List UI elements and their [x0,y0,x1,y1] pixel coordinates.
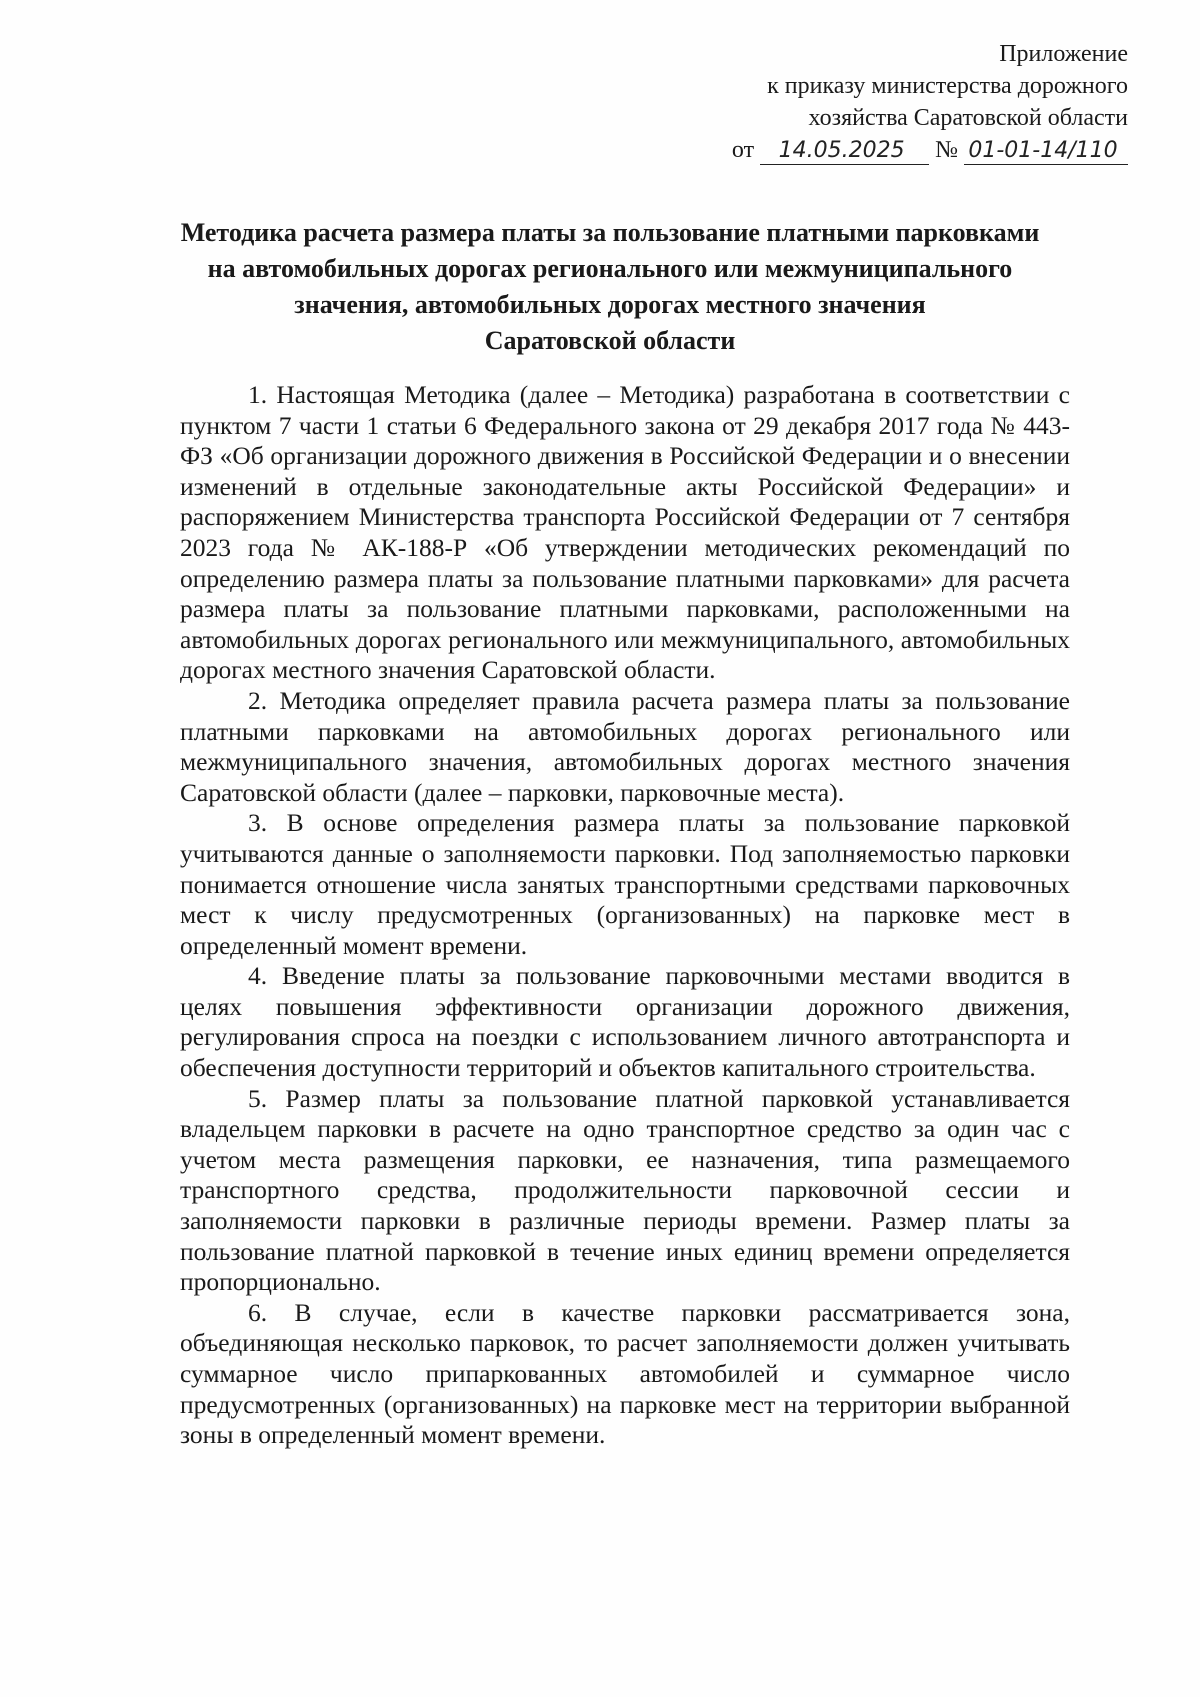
from-label: от [731,137,755,163]
order-reference: к приказу министерства дорожного [767,73,1128,99]
title-line-3: значения, автомобильных дорогах местного значения [294,290,926,319]
title-line-1: Методика расчета размера платы за пользование платными парковками [180,218,1040,247]
document-body [180,380,1070,1451]
appendix-header [732,38,1128,166]
order-date-number-line [732,134,1128,166]
document-title [150,215,1070,359]
paragraph-1: 1. Настоящая Методика (далее – Методика) разработана в соответствии с пунктом 7 части 1 статьи 6 Федерального закона от 29 декабря 2017 года № 443-ФЗ «Об организации дорожного движения в Российской Федерации и о внесении изменений в отдельные законодательные акты Российской Федерации» и распоряжением Министерства транспорта Российской Федерации от 7 сентября 2023 года № АК-188-Р «Об утверждении методических рекомендаций по определению размера платы за пользование платными парковками» для расчета размера платы за пользование платными парковками, расположенными на автомобильных дорогах регионального или межмуниципального, автомобильных дорогах местного значения Саратовской области. [180,380,1070,685]
title-line-4: Саратовской области [484,326,736,355]
paragraph-4: 4. Введение платы за пользование парковочными местами вводится в целях повышения эффективности организации дорожного движения, регулирования спроса на поездки с использованием личного автотранспорта и обеспечения доступности территорий и объектов капитального строительства. [180,961,1070,1083]
handwritten-date: 14.05.2025 [760,138,929,165]
paragraph-6: 6. В случае, если в качестве парковки рассматривается зона, объединяющая несколько парковок, то расчет заполняемости должен учитывать суммарное число припаркованных автомобилей и суммарное число предусмотренных (организованных) на парковке мест на территории выбранной зоны в определенный момент времени. [180,1297,1070,1450]
appendix-label: Приложение [999,41,1128,67]
number-label: № [935,137,958,163]
ministry-name: хозяйства Саратовской области [808,105,1128,131]
paragraph-2: 2. Методика определяет правила расчета размера платы за пользование платными парковками на автомобильных дорогах регионального или межмуниципального значения, автомобильных дорогах местного значения Саратовской области (далее – парковки, парковочные места). [180,685,1070,807]
paragraph-3: 3. В основе определения размера платы за пользование парковкой учитываются данные о заполняемости парковки. Под заполняемостью парковки понимается отношение числа занятых транспортными средствами парковочных мест к числу предусмотренных (организованных) на парковке мест в определенный момент времени. [180,808,1070,960]
paragraph-5: 5. Размер платы за пользование платной парковкой устанавливается владельцем парковки в расчете на одно транспортное средство за один час с учетом места размещения парковки, ее назначения, типа размещаемого транспортного средства, продолжительности парковочной сессии и заполняемости парковки в различные периоды времени. Размер платы за пользование платной парковкой в течение иных единиц времени определяется пропорционально. [180,1083,1070,1297]
handwritten-order-number: 01-01-14/110 [964,138,1128,165]
title-line-2: на автомобильных дорогах регионального или межмуниципального [207,254,1013,283]
